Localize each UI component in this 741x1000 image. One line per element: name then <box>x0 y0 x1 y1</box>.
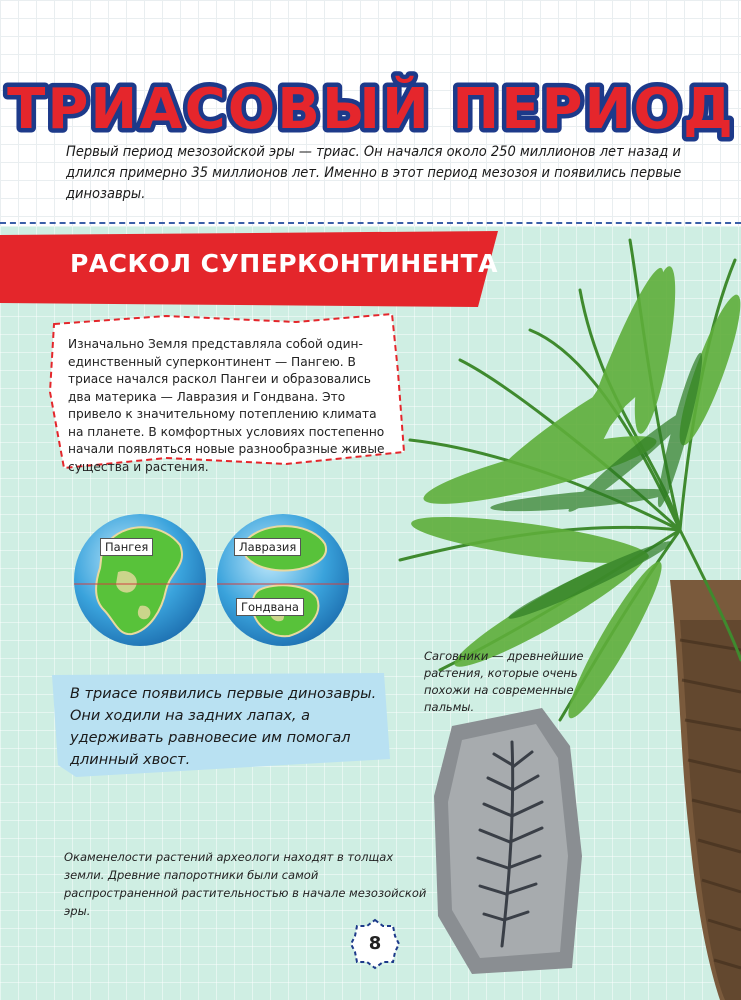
section-title: РАСКОЛ СУПЕРКОНТИНЕНТА <box>70 249 499 278</box>
dinosaur-fact-box <box>52 673 392 783</box>
page-title <box>0 66 741 146</box>
page-number: 8 <box>368 933 382 954</box>
dinosaur-fact-text: В триасе появились первые динозавры. Они ходили на задних лапах, а удерживать равновесие им помогал длинный хвост. <box>70 686 377 768</box>
page-number-badge <box>349 918 401 970</box>
info-box <box>46 312 408 472</box>
section-banner <box>0 231 500 307</box>
info-text: Изначально Земля представляла собой один-единственный суперконтинент — Пангею. В триасе начался раскол Пангеи и образовались два материка — Лавразия и Гондвана. Это привело к значительному потеплению климата на планете. В комфортных условиях постепенно начали появляться новые разнообразные живые существа и растения. <box>68 337 385 474</box>
page-title-text: ТРИАСОВЫЙ ПЕРИОД <box>6 77 735 142</box>
fern-fossil-image <box>432 706 584 976</box>
label-laurasia: Лавразия <box>234 538 301 556</box>
label-gondwana: Гондвана <box>236 598 304 616</box>
globe-pangea <box>70 510 210 650</box>
label-pangea: Пангея <box>100 538 153 556</box>
cycad-caption: Саговники — древнейшие растения, которые очень похожи на современные пальмы. <box>424 649 584 714</box>
intro-paragraph: Первый период мезозойской эры — триас. Он начался около 250 миллионов лет назад и длился примерно 35 миллионов лет. Именно в этот период мезозоя и появились первые динозавры. <box>66 144 682 202</box>
globe-laurasia-gondwana <box>213 510 353 650</box>
page-title-graphic <box>6 66 735 146</box>
fossil-caption: Окаменелости растений археологи находят в толщах земли. Древние папоротники были самой распространенной растительностью в начале мезозойской эры. <box>64 850 427 918</box>
